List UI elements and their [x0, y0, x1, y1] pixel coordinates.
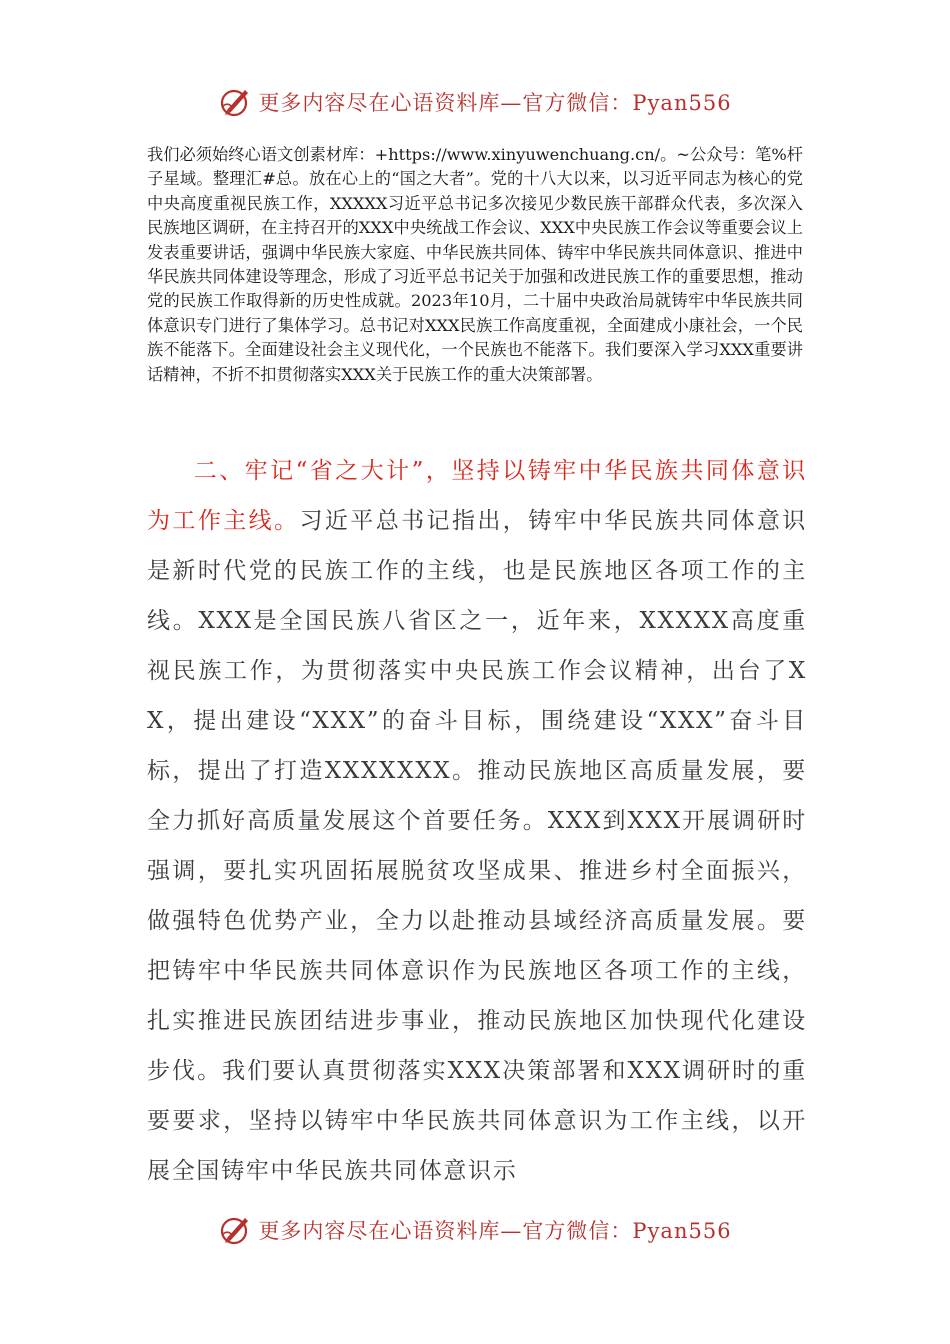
- intro-paragraph: 我们必须始终心语文创素材库：+https://www.xinyuwenchuang.cn/。~公众号：笔%杆子星域。整理汇#总。放在心上的“国之大者”。党的十八大以来，以习近平同志为核心的党中央高度重视民族工作，XXXXX习近平总书记多次接见少数民族干部群众代表，多次深入民族地区调研，在主持召开的XXX中央统战工作会议、XXX中央民族工作会议等重要会议上发表重要讲话，强调中华民族大家庭、中华民族共同体、铸牢中华民族共同体意识、推进中华民族共同体建设等理念，形成了习近平总书记关于加强和改进民族工作的重要思想，推动党的民族工作取得新的历史性成就。2023年10月，二十届中央政治局就铸牢中华民族共同体意识专门进行了集体学习。总书记对XXX民族工作高度重视，全面建成小康社会，一个民族不能落下。全面建设社会主义现代化，一个民族也不能落下。我们要深入学习XXX重要讲话精神，不折不扣贯彻落实XXX关于民族工作的重大决策部署。: [147, 145, 803, 384]
- section-body: 习近平总书记指出，铸牢中华民族共同体意识是新时代党的民族工作的主线，也是民族地区各项工作的主线。XXX是全国民族八省区之一，近年来，XXXXX高度重视民族工作，为贯彻落实中央民族工作会议精神，出台了XX，提出建设“XXX”的奋斗目标，围绕建设“XXX”奋斗目标，提出了打造XXXXXXX。推动民族地区高质量发展，要全力抓好高质量发展这个首要任务。XXX到XXX开展调研时强调，要扎实巩固拓展脱贫攻坚成果、推进乡村全面振兴，做强特色优势产业，全力以赴推动县域经济高质量发展。要把铸牢中华民族共同体意识作为民族地区各项工作的主线，扎实推进民族团结进步事业，推动民族地区加快现代化建设步伐。我们要认真贯彻落实XXX决策部署和XXX调研时的重要要求，坚持以铸牢中华民族共同体意识为工作主线，以开展全国铸牢中华民族共同体意识示: [147, 508, 808, 1184]
- footer-banner: [0, 1208, 950, 1252]
- banner-text: 更多内容尽在心语资料库—官方微信：Pyan556: [258, 1219, 732, 1243]
- banner-text: 更多内容尽在心语资料库—官方微信：Pyan556: [258, 91, 732, 115]
- pen-logo-icon: [218, 1212, 254, 1248]
- section-heading: 二、牢记“省之大计”，坚持以铸牢中华民族共同体意识为工作主线。: [147, 458, 807, 534]
- pen-logo-icon: [218, 84, 254, 120]
- section-paragraph: [147, 446, 807, 1196]
- header-banner: [0, 80, 950, 124]
